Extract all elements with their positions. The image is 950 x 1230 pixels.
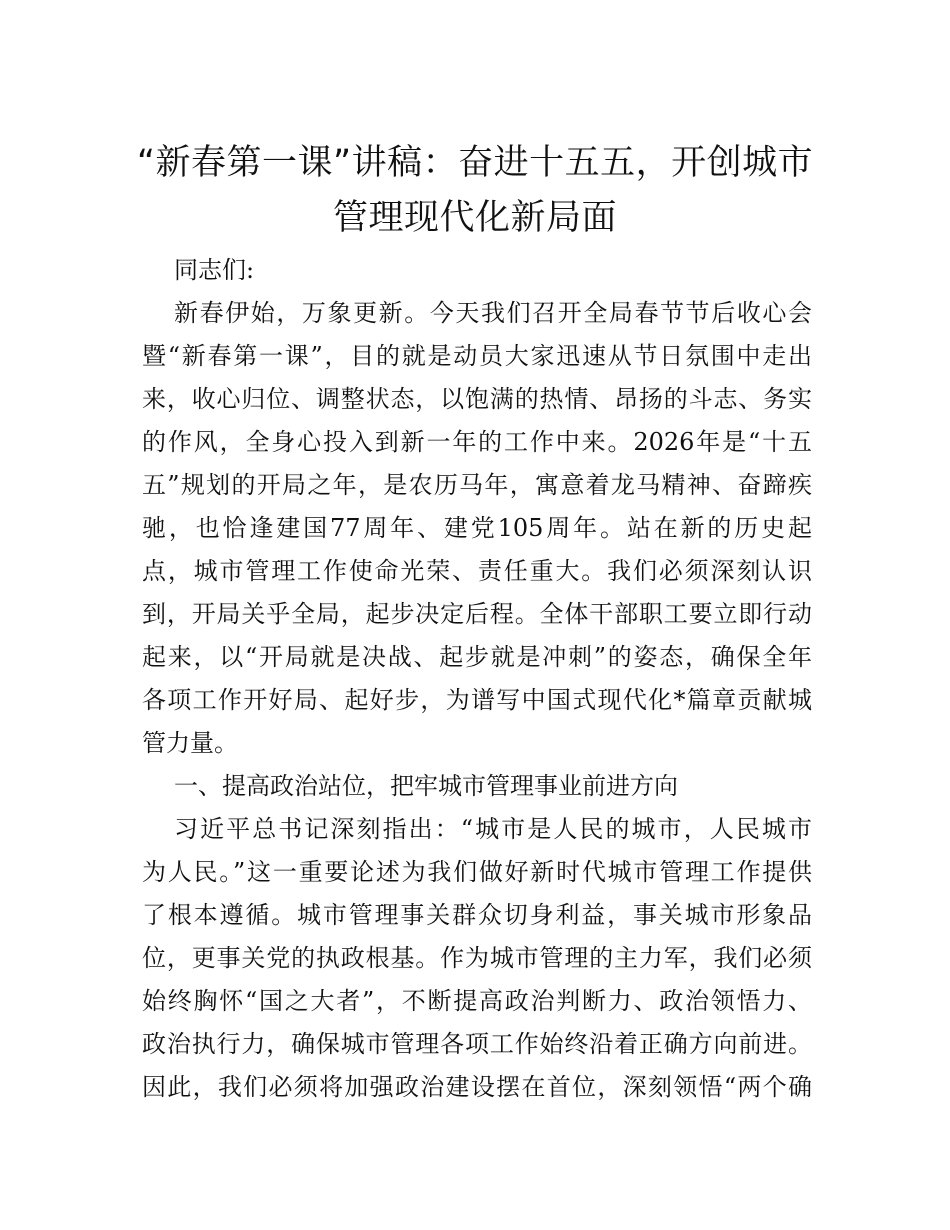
text-line: 驰，也恰逢建国77周年、建党105周年。站在新的历史起 bbox=[142, 514, 812, 542]
text-line: 政治执行力，确保城市管理各项工作始终沿着正确方向前进。 bbox=[142, 1030, 812, 1058]
text-line: 为人民。”这一重要论述为我们做好新时代城市管理工作提供 bbox=[142, 858, 812, 886]
text-line: 五”规划的开局之年，是农历马年，寓意着龙马精神、奋蹄疾 bbox=[142, 471, 812, 499]
text-line: 暨“新春第一课”，目的就是动员大家迅速从节日氛围中走出 bbox=[142, 342, 812, 370]
text-line: 始终胸怀“国之大者”，不断提高政治判断力、政治领悟力、 bbox=[142, 987, 812, 1015]
document-body bbox=[142, 249, 812, 1109]
text-line: 来，收心归位、调整状态，以饱满的热情、昂扬的斗志、务实 bbox=[142, 385, 812, 413]
text-line: 各项工作开好局、起好步，为谱写中国式现代化*篇章贡献城 bbox=[142, 686, 812, 714]
text-line: 起来，以“开局就是决战、起步就是冲刺”的姿态，确保全年 bbox=[142, 643, 812, 671]
text-line: 位，更事关党的执政根基。作为城市管理的主力军，我们必须 bbox=[142, 944, 812, 972]
text-line: 因此，我们必须将加强政治建设摆在首位，深刻领悟“两个确 bbox=[142, 1073, 812, 1101]
text-line: 新春伊始，万象更新。今天我们召开全局春节节后收心会 bbox=[174, 299, 812, 327]
text-line: 管力量。 bbox=[142, 729, 238, 757]
document-title-line-2: 管理现代化新局面 bbox=[332, 198, 617, 238]
text-line: 点，城市管理工作使命光荣、责任重大。我们必须深刻认识 bbox=[142, 557, 812, 585]
text-line: 一、提高政治站位，把牢城市管理事业前进方向 bbox=[174, 772, 678, 800]
text-line: 了根本遵循。城市管理事关群众切身利益，事关城市形象品 bbox=[142, 901, 812, 929]
text-line: 到，开局关乎全局，起步决定后程。全体干部职工要立即行动 bbox=[142, 600, 812, 628]
document-title-line-1: “新春第一课”讲稿：奋进十五五，开创城市 bbox=[136, 143, 814, 183]
text-line: 习近平总书记深刻指出：“城市是人民的城市，人民城市 bbox=[174, 815, 812, 843]
text-line: 的作风，全身心投入到新一年的工作中来。2026年是“十五 bbox=[142, 428, 812, 456]
text-line: 同志们: bbox=[174, 256, 255, 284]
